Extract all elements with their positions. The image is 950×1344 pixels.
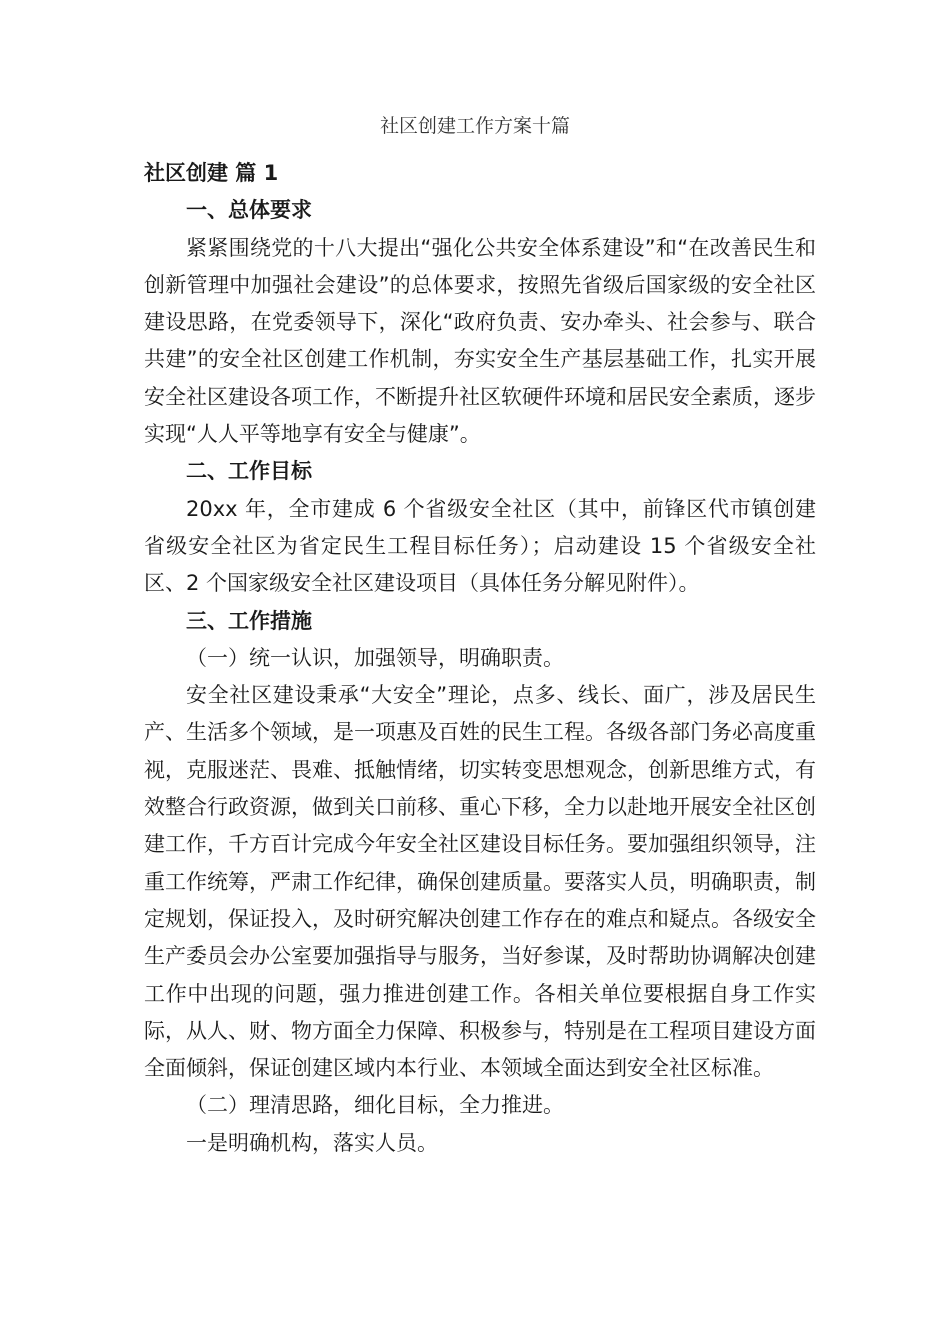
paragraph-measure-1: 安全社区建设秉承“大安全”理论，点多、线长、面广，涉及居民生产、生活多个领域，是一项惠及百姓的民生工程。各级各部门务必高度重视，克服迷茫、畏难、抵触情绪，切实转变思想观念，创新思维方式，有效整合行政资源，做到关口前移、重心下移，全力以赴地开展安全社区创建工作，千方百计完成今年安全社区建设目标任务。要加强组织领导，注重工作统筹，严肃工作纪律，确保创建质量。要落实人员，明确职责，制定规划，保证投入，及时研究解决创建工作存在的难点和疑点。各级安全生产委员会办公室要加强指导与服务，当好参谋，及时帮助协调解决创建工作中出现的问题，强力推进创建工作。各相关单位要根据自身工作实际，从人、财、物方面全力保障、积极参与，特别是在工程项目建设方面全面倾斜，保证创建区域内本行业、本领域全面达到安全社区标准。 [144, 683, 816, 1081]
subheading-measure-1: （一）统一认识，加强领导，明确职责。 [186, 645, 564, 670]
heading-general-requirements: 一、总体要求 [186, 198, 312, 223]
document-body [144, 155, 816, 1162]
paragraph-measure-2-item-1: 一是明确机构，落实人员。 [186, 1130, 438, 1155]
heading-work-goals: 二、工作目标 [186, 459, 312, 484]
subheading-measure-2: （二）理清思路，细化目标，全力推进。 [186, 1093, 564, 1118]
paragraph-general-requirements: 紧紧围绕党的十八大提出“强化公共安全体系建设”和“在改善民生和创新管理中加强社会建设”的总体要求，按照先省级后国家级的安全社区建设思路，在党委领导下，深化“政府负责、安办牵头、社会参与、联合共建”的安全社区创建工作机制，夯实安全生产基层基础工作，扎实开展安全社区建设各项工作，不断提升社区软硬件环境和居民安全素质，逐步实现“人人平等地享有安全与健康”。 [144, 235, 816, 447]
paragraph-work-goals: 20xx 年，全市建成 6 个省级安全社区（其中，前锋区代市镇创建省级安全社区为省定民生工程目标任务）；启动建设 15 个省级安全社区、2 个国家级安全社区建设项目（具体任务分解见附件）。 [144, 496, 816, 596]
section-title: 社区创建 篇 1 [144, 161, 279, 185]
document-title: 社区创建工作方案十篇 [379, 115, 570, 137]
heading-work-measures: 三、工作措施 [186, 608, 312, 633]
